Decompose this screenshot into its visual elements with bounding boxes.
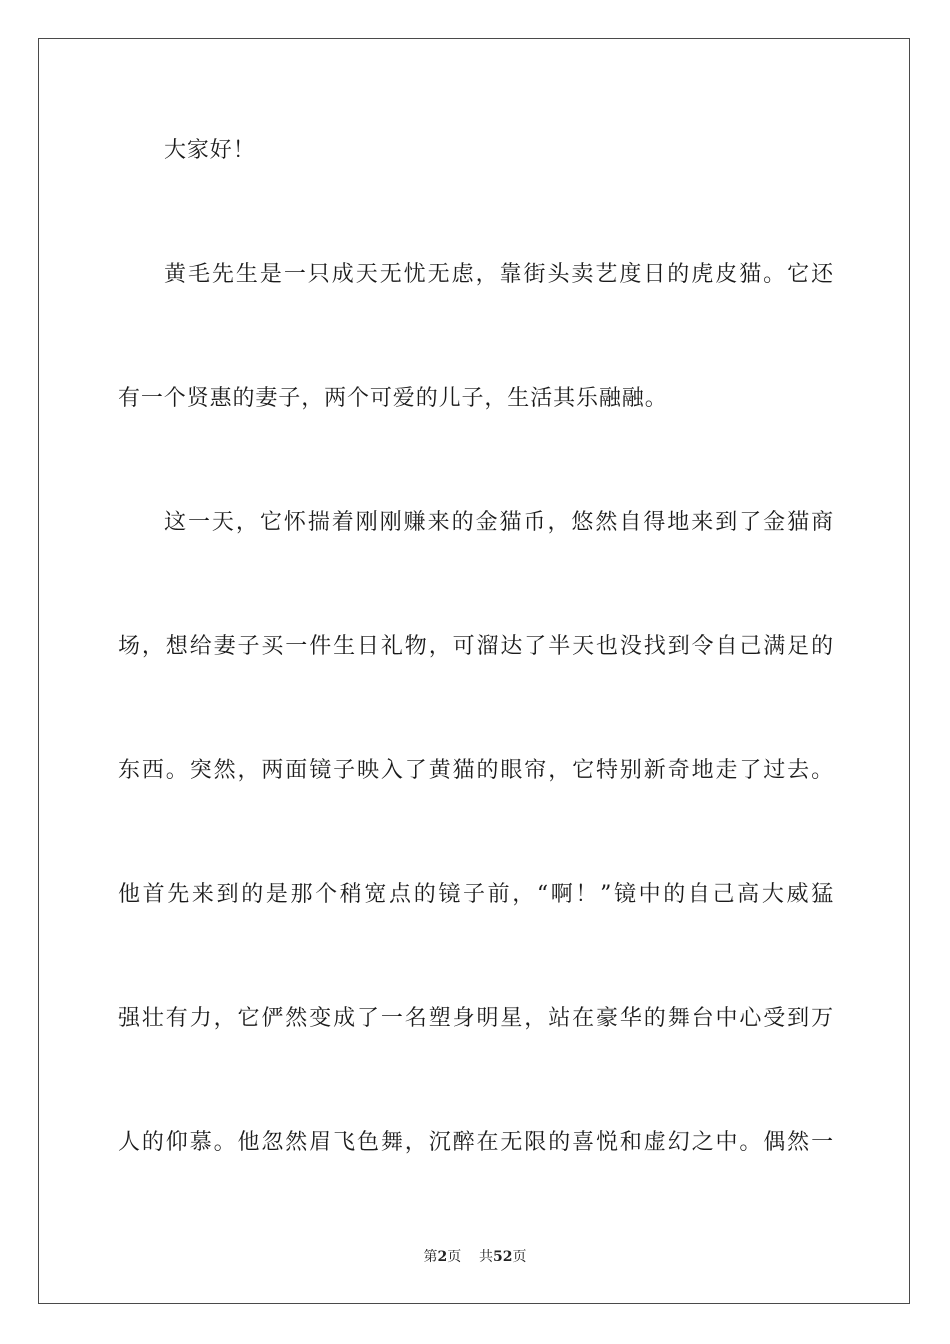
paragraph-line: 他首先来到的是那个稍宽点的镜子前，“啊！”镜中的自己高大威猛	[118, 882, 834, 907]
paragraph-line: 强壮有力，它俨然变成了一名塑身明星，站在豪华的舞台中心受到万	[118, 1006, 834, 1031]
paragraph-line: 场，想给妻子买一件生日礼物，可溜达了半天也没找到令自己满足的	[118, 634, 834, 659]
total-suffix: 页	[512, 1249, 527, 1265]
page-footer	[0, 1248, 950, 1266]
greeting-line: 大家好！	[164, 138, 256, 163]
page-border	[38, 38, 910, 1304]
page-number: 2	[437, 1249, 448, 1265]
paragraph-line: 人的仰慕。他忽然眉飞色舞，沉醉在无限的喜悦和虚幻之中。偶然一	[118, 1130, 834, 1155]
total-pages: 52	[493, 1249, 513, 1265]
page-prefix: 第	[423, 1249, 438, 1265]
paragraph-line: 有一个贤惠的妻子，两个可爱的儿子，生活其乐融融。	[118, 386, 668, 411]
paragraph-line: 黄毛先生是一只成天无忧无虑，靠街头卖艺度日的虎皮猫。它还	[164, 262, 834, 287]
paragraph-line: 东西。突然，两面镜子映入了黄猫的眼帘，它特别新奇地走了过去。	[118, 758, 834, 783]
paragraph-line: 这一天，它怀揣着刚刚赚来的金猫币，悠然自得地来到了金猫商	[164, 510, 834, 535]
total-prefix: 共	[479, 1249, 494, 1265]
page-suffix: 页	[447, 1249, 462, 1265]
